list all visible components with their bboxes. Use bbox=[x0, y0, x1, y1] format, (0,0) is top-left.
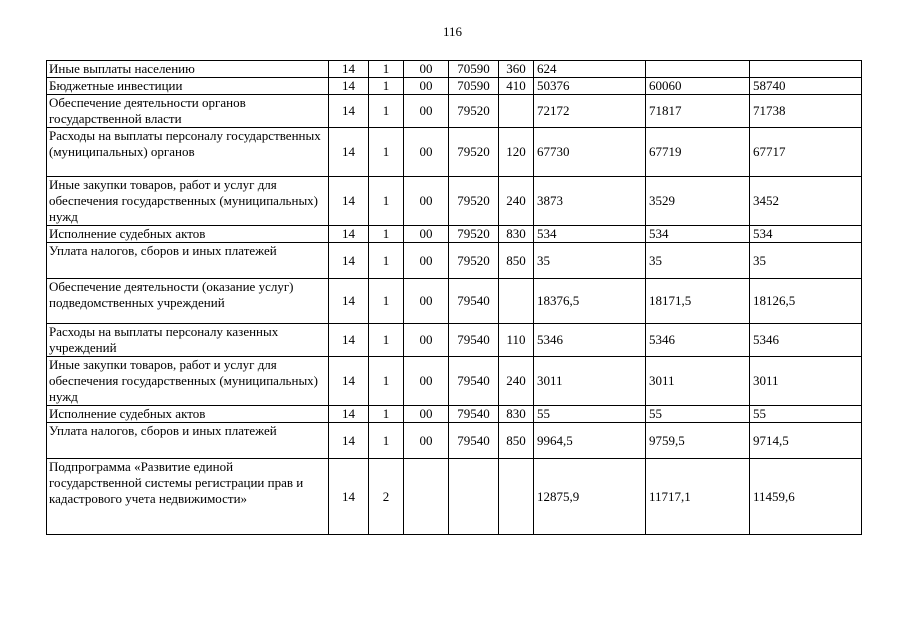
code-item: 79520 bbox=[449, 243, 499, 279]
value-year-2: 71817 bbox=[646, 95, 750, 128]
value-year-2 bbox=[646, 61, 750, 78]
code-program: 00 bbox=[404, 324, 449, 357]
value-year-3: 3011 bbox=[750, 357, 862, 406]
code-item: 79540 bbox=[449, 279, 499, 324]
code-program: 00 bbox=[404, 423, 449, 459]
code-item: 70590 bbox=[449, 61, 499, 78]
code-section: 14 bbox=[329, 95, 369, 128]
value-year-2: 3529 bbox=[646, 177, 750, 226]
table-body bbox=[47, 61, 862, 535]
value-year-1: 18376,5 bbox=[534, 279, 646, 324]
code-program: 00 bbox=[404, 95, 449, 128]
row-name: Иные закупки товаров, работ и услуг для обеспечения государственных (муниципальных) нужд bbox=[47, 357, 329, 406]
code-expense-type: 410 bbox=[499, 78, 534, 95]
value-year-1: 67730 bbox=[534, 128, 646, 177]
table-row bbox=[47, 243, 862, 279]
value-year-2: 11717,1 bbox=[646, 459, 750, 535]
code-expense-type: 120 bbox=[499, 128, 534, 177]
code-section: 14 bbox=[329, 423, 369, 459]
code-section: 14 bbox=[329, 61, 369, 78]
code-program: 00 bbox=[404, 406, 449, 423]
table-row bbox=[47, 226, 862, 243]
code-expense-type: 240 bbox=[499, 357, 534, 406]
row-name: Иные закупки товаров, работ и услуг для обеспечения государственных (муниципальных) нужд bbox=[47, 177, 329, 226]
value-year-2: 9759,5 bbox=[646, 423, 750, 459]
value-year-2: 35 bbox=[646, 243, 750, 279]
table-row bbox=[47, 324, 862, 357]
table-row bbox=[47, 459, 862, 535]
value-year-3: 71738 bbox=[750, 95, 862, 128]
code-item: 70590 bbox=[449, 78, 499, 95]
code-expense-type: 830 bbox=[499, 226, 534, 243]
code-item: 79520 bbox=[449, 177, 499, 226]
value-year-3: 67717 bbox=[750, 128, 862, 177]
value-year-3: 35 bbox=[750, 243, 862, 279]
value-year-1: 72172 bbox=[534, 95, 646, 128]
code-section: 14 bbox=[329, 406, 369, 423]
code-section: 14 bbox=[329, 459, 369, 535]
code-subsection: 1 bbox=[369, 61, 404, 78]
code-item: 79520 bbox=[449, 128, 499, 177]
code-subsection: 1 bbox=[369, 128, 404, 177]
code-section: 14 bbox=[329, 78, 369, 95]
table-row bbox=[47, 78, 862, 95]
code-subsection: 1 bbox=[369, 177, 404, 226]
code-expense-type bbox=[499, 279, 534, 324]
code-program: 00 bbox=[404, 177, 449, 226]
code-section: 14 bbox=[329, 128, 369, 177]
code-item: 79540 bbox=[449, 357, 499, 406]
row-name: Обеспечение деятельности (оказание услуг) подведомственных учреждений bbox=[47, 279, 329, 324]
value-year-2: 67719 bbox=[646, 128, 750, 177]
code-section: 14 bbox=[329, 243, 369, 279]
code-section: 14 bbox=[329, 177, 369, 226]
table-row bbox=[47, 279, 862, 324]
row-name: Уплата налогов, сборов и иных платежей bbox=[47, 423, 329, 459]
value-year-1: 5346 bbox=[534, 324, 646, 357]
value-year-1: 50376 bbox=[534, 78, 646, 95]
value-year-3: 3452 bbox=[750, 177, 862, 226]
table-row bbox=[47, 61, 862, 78]
row-name: Подпрограмма «Развитие единой государственной системы регистрации прав и кадастрового учета недвижимости» bbox=[47, 459, 329, 535]
code-subsection: 1 bbox=[369, 324, 404, 357]
code-program: 00 bbox=[404, 357, 449, 406]
code-expense-type bbox=[499, 95, 534, 128]
code-program: 00 bbox=[404, 226, 449, 243]
code-section: 14 bbox=[329, 226, 369, 243]
code-section: 14 bbox=[329, 324, 369, 357]
value-year-3: 11459,6 bbox=[750, 459, 862, 535]
table-row bbox=[47, 128, 862, 177]
value-year-2: 3011 bbox=[646, 357, 750, 406]
value-year-3: 5346 bbox=[750, 324, 862, 357]
code-item: 79540 bbox=[449, 324, 499, 357]
value-year-2: 60060 bbox=[646, 78, 750, 95]
table-row bbox=[47, 357, 862, 406]
value-year-3: 18126,5 bbox=[750, 279, 862, 324]
value-year-2: 18171,5 bbox=[646, 279, 750, 324]
value-year-1: 35 bbox=[534, 243, 646, 279]
row-name: Расходы на выплаты персоналу государственных (муниципальных) органов bbox=[47, 128, 329, 177]
table-row bbox=[47, 177, 862, 226]
code-item: 79520 bbox=[449, 95, 499, 128]
value-year-3: 9714,5 bbox=[750, 423, 862, 459]
value-year-2: 5346 bbox=[646, 324, 750, 357]
row-name: Уплата налогов, сборов и иных платежей bbox=[47, 243, 329, 279]
code-expense-type: 830 bbox=[499, 406, 534, 423]
row-name: Исполнение судебных актов bbox=[47, 406, 329, 423]
value-year-3: 58740 bbox=[750, 78, 862, 95]
code-expense-type bbox=[499, 459, 534, 535]
code-item: 79540 bbox=[449, 423, 499, 459]
code-program: 00 bbox=[404, 61, 449, 78]
value-year-3: 534 bbox=[750, 226, 862, 243]
code-program: 00 bbox=[404, 243, 449, 279]
code-section: 14 bbox=[329, 357, 369, 406]
code-program: 00 bbox=[404, 128, 449, 177]
value-year-1: 55 bbox=[534, 406, 646, 423]
value-year-1: 12875,9 bbox=[534, 459, 646, 535]
row-name: Обеспечение деятельности органов государственной власти bbox=[47, 95, 329, 128]
code-expense-type: 850 bbox=[499, 243, 534, 279]
code-item: 79520 bbox=[449, 226, 499, 243]
code-subsection: 1 bbox=[369, 95, 404, 128]
code-subsection: 1 bbox=[369, 226, 404, 243]
code-program bbox=[404, 459, 449, 535]
code-subsection: 1 bbox=[369, 78, 404, 95]
value-year-2: 55 bbox=[646, 406, 750, 423]
row-name: Исполнение судебных актов bbox=[47, 226, 329, 243]
row-name: Расходы на выплаты персоналу казенных учреждений bbox=[47, 324, 329, 357]
code-subsection: 2 bbox=[369, 459, 404, 535]
table-row bbox=[47, 423, 862, 459]
code-subsection: 1 bbox=[369, 243, 404, 279]
code-expense-type: 850 bbox=[499, 423, 534, 459]
code-expense-type: 110 bbox=[499, 324, 534, 357]
value-year-3: 55 bbox=[750, 406, 862, 423]
code-subsection: 1 bbox=[369, 279, 404, 324]
code-subsection: 1 bbox=[369, 423, 404, 459]
value-year-1: 3873 bbox=[534, 177, 646, 226]
value-year-1: 9964,5 bbox=[534, 423, 646, 459]
value-year-2: 534 bbox=[646, 226, 750, 243]
code-section: 14 bbox=[329, 279, 369, 324]
row-name: Бюджетные инвестиции bbox=[47, 78, 329, 95]
table-row bbox=[47, 95, 862, 128]
code-item bbox=[449, 459, 499, 535]
code-program: 00 bbox=[404, 279, 449, 324]
code-expense-type: 360 bbox=[499, 61, 534, 78]
value-year-3 bbox=[750, 61, 862, 78]
code-item: 79540 bbox=[449, 406, 499, 423]
code-expense-type: 240 bbox=[499, 177, 534, 226]
value-year-1: 3011 bbox=[534, 357, 646, 406]
code-subsection: 1 bbox=[369, 406, 404, 423]
table-row bbox=[47, 406, 862, 423]
code-subsection: 1 bbox=[369, 357, 404, 406]
row-name: Иные выплаты населению bbox=[47, 61, 329, 78]
value-year-1: 534 bbox=[534, 226, 646, 243]
code-program: 00 bbox=[404, 78, 449, 95]
value-year-1: 624 bbox=[534, 61, 646, 78]
budget-table bbox=[46, 60, 862, 535]
page-number: 116 bbox=[442, 24, 463, 39]
